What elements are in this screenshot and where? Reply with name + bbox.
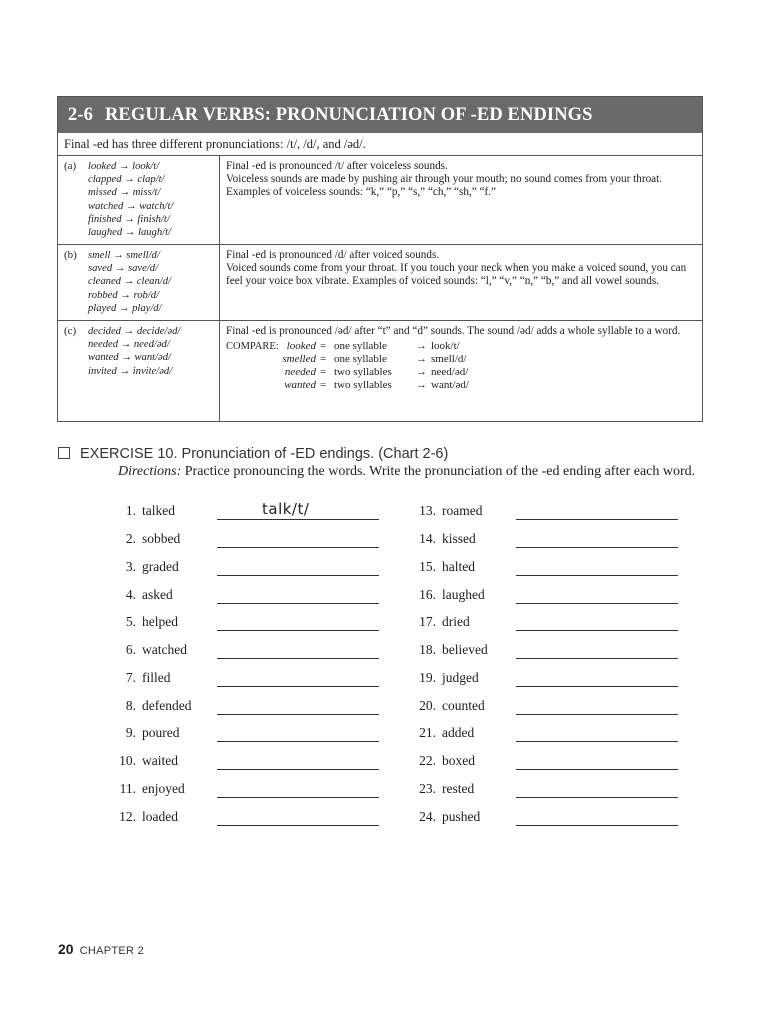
exercise-heading [58,446,448,462]
answer-blank[interactable] [516,530,678,548]
exercise-item [410,559,475,577]
item-number: 4. [125,587,136,602]
compare-line [226,366,694,379]
explanation-text: Voiceless sounds are made by pushing air through your mouth; no sound comes from your throat. Examples of voiceless sounds: “k,” “p,” “s,” “ch,” “sh,” “f.” [226,173,663,198]
row-marker: (c) [64,325,77,337]
item-word: kissed [442,531,476,546]
item-word: enjoyed [142,781,185,796]
answer-blank[interactable] [516,724,678,742]
answer-blank[interactable] [217,530,379,548]
chapter-label: CHAPTER 2 [79,945,145,957]
exercise-item [410,753,475,771]
arrow-icon: → [416,340,427,352]
exercise-item [410,614,470,632]
answer-blank[interactable] [217,641,379,659]
example-item: saved → save/d/ [88,263,159,275]
answer-blank[interactable] [217,752,379,770]
rule-text: Final -ed is pronounced /t/ after voiceless sounds. [226,160,448,172]
checkbox-icon[interactable] [58,447,70,459]
example-item: clapped → clap/t/ [88,174,165,186]
example-list [88,249,171,315]
explanation-cell [226,160,694,199]
exercise-item [110,559,179,577]
item-word: waited [142,753,178,768]
grammar-chart [57,96,703,422]
exercise-item [410,503,482,521]
example-item: needed → need/əd/ [88,339,170,351]
item-number: 17. [419,614,436,629]
exercise-item [410,587,485,605]
item-word: believed [442,642,488,657]
page-footer [58,941,144,959]
answer-blank[interactable] [217,669,379,687]
exercise-item [410,698,485,716]
example-item: wanted → want/əd/ [88,352,171,364]
exercise-item [410,670,479,688]
example-item: robbed → rob/d/ [88,289,160,301]
directions-label: Directions: [118,464,182,479]
answer-blank[interactable] [516,752,678,770]
item-number: 19. [419,670,436,685]
item-number: 22. [419,753,436,768]
exercise-item [110,698,191,716]
item-number: 15. [419,559,436,574]
answer-blank[interactable] [217,586,379,604]
item-number: 23. [419,781,436,796]
rule-text: Final -ed is pronounced /əd/ after “t” and “d” sounds. The sound /əd/ adds a whole syllable to a word. [226,325,681,337]
exercise-item [110,587,173,605]
answer-blank[interactable] [516,641,678,659]
compare-word: wanted [284,379,316,391]
compare-pron: need/əd/ [431,366,469,378]
chart-row-a [58,156,702,245]
item-number: 16. [419,587,436,602]
item-number: 1. [125,503,136,518]
item-word: added [442,725,475,740]
answer-blank[interactable] [516,780,678,798]
compare-pron: want/əd/ [431,379,469,391]
directions-text: Practice pronouncing the words. Write the pronunciation of the -ed ending after each word. [184,464,696,479]
item-number: 20. [419,698,436,713]
answer-blank[interactable] [217,808,379,826]
item-word: rested [442,781,475,796]
item-number: 18. [419,642,436,657]
compare-word: smelled [282,353,316,365]
exercise-item [410,809,480,827]
answer-blank[interactable] [217,558,379,576]
compare-word: looked [286,340,316,352]
example-item: missed → miss/t/ [88,187,161,199]
item-word: watched [142,642,187,657]
item-word: judged [442,670,479,685]
item-number: 12. [119,809,136,824]
item-number: 10. [119,753,136,768]
example-item: laughed → laugh/t/ [88,227,171,239]
exercise-item [410,781,474,799]
compare-desc: one syllable [334,353,387,365]
answer-blank[interactable] [217,724,379,742]
exercise-title: EXERCISE 10. Pronunciation of -ED endings. (Chart 2-6) [80,446,449,462]
compare-equals: = [320,340,327,352]
row-marker: (a) [64,160,77,172]
item-number: 8. [125,698,136,713]
explanation-text: Voiced sounds come from your throat. If you touch your neck when you make a voiced sound, you can feel your voice box vibrate. Examples of voiced sounds: “l,” “v,” “n,” “b,” and all vowel sounds. [226,262,687,287]
item-word: boxed [442,753,475,768]
item-number: 2. [125,531,136,546]
exercise-item [110,531,180,549]
row-marker: (b) [64,249,77,261]
answer-blank[interactable] [516,669,678,687]
explanation-cell [226,249,694,288]
arrow-icon: → [416,353,427,365]
compare-desc: one syllable [334,340,387,352]
exercise-item [110,670,171,688]
arrow-icon: → [416,366,427,378]
answer-blank[interactable] [217,697,379,715]
item-word: sobbed [142,531,181,546]
chart-title-bar [58,97,702,133]
item-word: dried [442,614,470,629]
answer-blank[interactable] [217,613,379,631]
compare-desc: two syllables [334,379,392,391]
chart-row-c [58,321,702,422]
compare-line [226,340,694,353]
exercise-item [110,753,178,771]
example-list [88,160,173,239]
item-number: 9. [125,725,136,740]
answer-blank[interactable] [516,808,678,826]
example-item: watched → watch/t/ [88,200,174,212]
item-number: 13. [419,503,436,518]
item-number: 6. [125,642,136,657]
compare-equals: = [320,366,327,378]
item-word: talked [142,503,175,518]
answer-blank[interactable] [217,780,379,798]
exercise-item [110,725,180,743]
item-number: 11. [119,781,136,796]
example-item: smell → smell/d/ [88,250,160,261]
example-list [88,325,180,378]
answer-blank[interactable] [516,613,678,631]
rule-text: Final -ed is pronounced /d/ after voiced sounds. [226,249,440,261]
chart-row-b [58,245,702,321]
item-word: helped [142,614,178,629]
exercise-item [110,503,175,521]
chart-intro: Final -ed has three different pronunciations: /t/, /d/, and /əd/. [58,133,702,156]
handwritten-answer: talk/t/ [262,500,310,518]
example-item: decided → decide/əd/ [88,326,181,337]
answer-blank[interactable] [516,586,678,604]
compare-pron: smell/d/ [431,353,467,365]
example-item: finished → finish/t/ [88,213,170,225]
examples-cell [58,321,220,422]
compare-pron: look/t/ [431,340,460,352]
item-word: loaded [142,809,178,824]
exercise-item [110,809,178,827]
exercise-item [410,531,476,549]
exercise-item [110,642,187,660]
item-number: 7. [125,670,136,685]
item-word: pushed [442,809,481,824]
exercise-directions [118,463,708,480]
chart-number: 2-6 [68,105,93,125]
item-word: laughed [442,587,485,602]
exercise-item [110,781,185,799]
exercise-item [410,642,488,660]
item-number: 3. [125,559,136,574]
answer-blank[interactable] [516,558,678,576]
item-word: graded [142,559,179,574]
item-word: defended [142,698,192,713]
compare-block [226,340,694,392]
item-word: filled [142,670,171,685]
item-number: 5. [125,614,136,629]
example-item: looked → look/t/ [88,161,160,172]
compare-desc: two syllables [334,366,392,378]
item-word: poured [142,725,180,740]
compare-equals: = [320,353,327,365]
compare-label: COMPARE: [226,341,279,352]
explanation-cell [226,325,694,392]
arrow-icon: → [416,379,427,391]
exercise-item [110,614,178,632]
answer-blank[interactable] [516,697,678,715]
compare-word: needed [284,366,316,378]
item-number: 14. [419,531,436,546]
example-item: played → play/d/ [88,302,162,314]
item-word: halted [442,559,475,574]
item-number: 21. [419,725,436,740]
examples-cell [58,156,220,244]
answer-blank[interactable] [516,502,678,520]
compare-line [226,379,694,392]
chart-title: REGULAR VERBS: PRONUNCIATION OF -ED ENDINGS [104,105,593,125]
page-number: 20 [58,941,74,957]
example-item: invited → invite/əd/ [88,365,173,377]
item-word: asked [142,587,173,602]
item-word: counted [442,698,485,713]
example-item: cleaned → clean/d/ [88,276,171,288]
compare-equals: = [320,379,327,391]
compare-line [226,353,694,366]
exercise-item [410,725,474,743]
examples-cell [58,245,220,320]
item-word: roamed [442,503,483,518]
item-number: 24. [419,809,436,824]
